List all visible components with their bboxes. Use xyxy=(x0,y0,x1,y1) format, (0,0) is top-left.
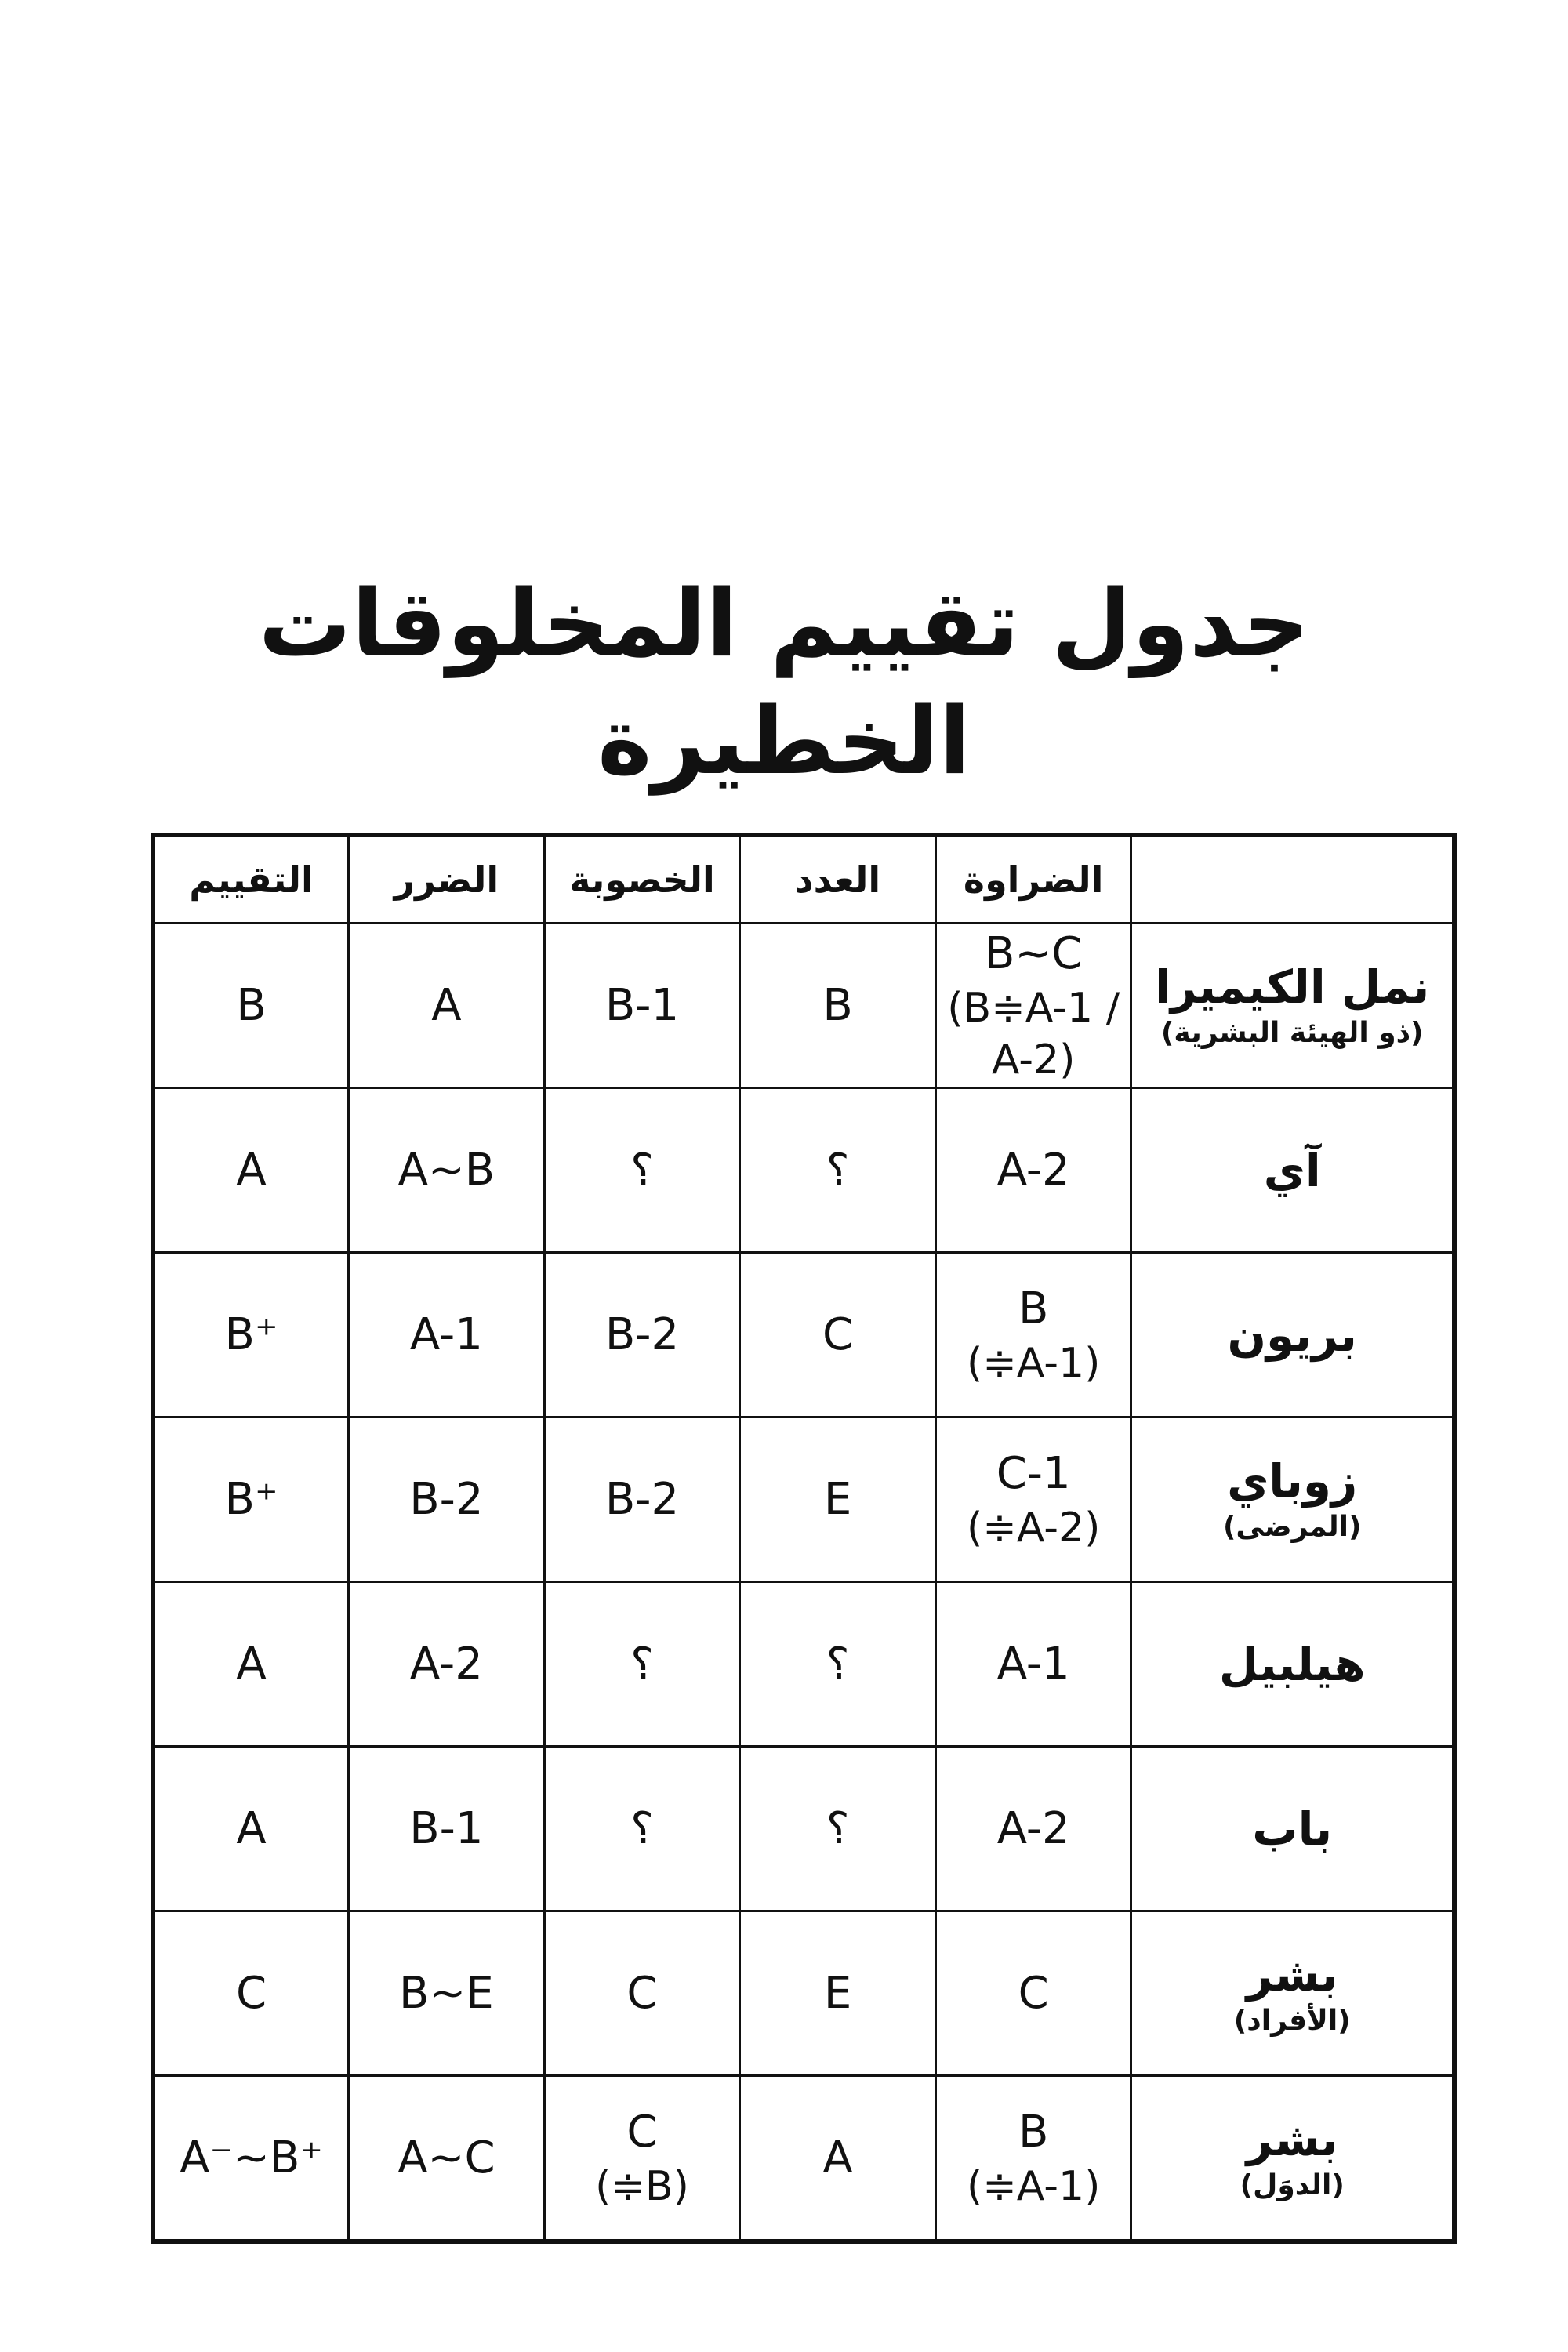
header-number: العدد xyxy=(740,835,936,924)
number-value: E xyxy=(823,1473,852,1525)
header-fertility: الخصوبة xyxy=(544,835,740,924)
number-value: ؟ xyxy=(826,1802,850,1854)
creature-name: آي xyxy=(1263,1143,1321,1197)
fertility-cell xyxy=(544,1582,740,1747)
creature-name: باب xyxy=(1252,1802,1333,1856)
harm-cell xyxy=(349,1747,545,1911)
fertility-value: ؟ xyxy=(630,1144,654,1196)
rating-cell xyxy=(153,1911,349,2076)
rating-value: C xyxy=(235,1967,267,2019)
rating-cell xyxy=(153,924,349,1088)
number-cell xyxy=(740,1253,936,1417)
ferocity-value: A-2 xyxy=(996,1144,1070,1196)
harm-cell xyxy=(349,2076,545,2242)
ferocity-cell xyxy=(935,1582,1131,1747)
creature-name-cell xyxy=(1131,1582,1454,1747)
hazard-rating-table xyxy=(151,833,1457,2244)
creature-name-cell xyxy=(1131,1253,1454,1417)
creature-name: نمل الكيميرا xyxy=(1155,960,1430,1014)
table-row xyxy=(153,1911,1454,2076)
table-row xyxy=(153,1253,1454,1417)
creature-name-cell xyxy=(1131,2076,1454,2242)
ferocity-cell xyxy=(935,1417,1131,1582)
table-row xyxy=(153,1417,1454,1582)
creature-subname: (الدوَل) xyxy=(1240,2169,1345,2201)
number-value: B xyxy=(822,979,853,1031)
ferocity-note: (≑A-1) xyxy=(966,2162,1101,2210)
fertility-value: B-1 xyxy=(604,979,680,1031)
ferocity-cell xyxy=(935,1747,1131,1911)
ferocity-cell xyxy=(935,924,1131,1088)
rating-value: A xyxy=(236,1802,267,1854)
number-cell xyxy=(740,1417,936,1582)
ferocity-value: C xyxy=(1018,1967,1049,2019)
rating-cell xyxy=(153,1582,349,1747)
creature-name: بشر xyxy=(1246,1947,1338,2002)
fertility-cell xyxy=(544,1911,740,2076)
number-value: C xyxy=(822,1308,854,1360)
ferocity-cell xyxy=(935,1088,1131,1253)
table-row xyxy=(153,1088,1454,1253)
fertility-value: C xyxy=(626,2106,658,2158)
number-cell xyxy=(740,924,936,1088)
creature-name: بريون xyxy=(1227,1308,1357,1362)
rating-cell xyxy=(153,1088,349,1253)
header-name xyxy=(1131,835,1454,924)
fertility-value: ؟ xyxy=(630,1638,654,1690)
ferocity-value: A-2 xyxy=(996,1802,1070,1854)
ferocity-note: (≑A-1) xyxy=(966,1339,1101,1387)
creature-name-cell xyxy=(1131,1911,1454,2076)
harm-value: A~B xyxy=(397,1144,495,1196)
creature-name-cell xyxy=(1131,1417,1454,1582)
creature-name: هيلبيل xyxy=(1218,1637,1366,1691)
fertility-cell xyxy=(544,1253,740,1417)
harm-cell xyxy=(349,1088,545,1253)
creature-name: بشر xyxy=(1246,2112,1338,2166)
number-cell xyxy=(740,1582,936,1747)
fertility-cell xyxy=(544,1088,740,1253)
number-cell xyxy=(740,1747,936,1911)
creature-name-cell xyxy=(1131,924,1454,1088)
table-row xyxy=(153,2076,1454,2242)
number-value: ؟ xyxy=(826,1144,850,1196)
table-row xyxy=(153,924,1454,1088)
ferocity-value: B xyxy=(1018,2106,1049,2158)
rating-cell xyxy=(153,1253,349,1417)
number-cell xyxy=(740,2076,936,2242)
ferocity-value: B xyxy=(1018,1283,1049,1334)
creature-subname: (ذو الهيئة البشرية) xyxy=(1160,1016,1424,1049)
rating-value: B⁺ xyxy=(224,1473,278,1525)
rating-value: A xyxy=(236,1144,267,1196)
harm-value: A-2 xyxy=(409,1638,483,1690)
fertility-cell xyxy=(544,2076,740,2242)
creature-subname: (الأفراد) xyxy=(1233,2004,1351,2037)
header-harm: الضرر xyxy=(349,835,545,924)
creature-subname: (المرضى) xyxy=(1222,1510,1362,1543)
rating-value: A xyxy=(236,1638,267,1690)
rating-cell xyxy=(153,1417,349,1582)
harm-value: B~E xyxy=(399,1967,494,2019)
fertility-cell xyxy=(544,1417,740,1582)
fertility-value: B-2 xyxy=(604,1473,680,1525)
page-title: جدول تقييم المخلوقات الخطيرة xyxy=(258,569,1310,795)
harm-cell xyxy=(349,924,545,1088)
ferocity-value: B~C xyxy=(984,927,1083,979)
ferocity-value: C-1 xyxy=(996,1447,1071,1499)
harm-cell xyxy=(349,1253,545,1417)
number-cell xyxy=(740,1088,936,1253)
ferocity-note: (≑A-2) xyxy=(966,1504,1101,1552)
creature-name-cell xyxy=(1131,1088,1454,1253)
header-ferocity: الضراوة xyxy=(935,835,1131,924)
number-cell xyxy=(740,1911,936,2076)
fertility-value: B-2 xyxy=(604,1308,680,1360)
harm-value: A-1 xyxy=(409,1308,483,1360)
ferocity-cell xyxy=(935,1911,1131,2076)
number-value: E xyxy=(823,1967,852,2019)
number-value: A xyxy=(822,2132,853,2183)
table-row xyxy=(153,1582,1454,1747)
harm-value: A~C xyxy=(397,2132,495,2183)
creature-name-cell xyxy=(1131,1747,1454,1911)
harm-value: B-2 xyxy=(409,1473,484,1525)
creature-name: زوباي xyxy=(1227,1454,1358,1508)
rating-cell xyxy=(153,2076,349,2242)
table-row xyxy=(153,1747,1454,1911)
fertility-value: C xyxy=(626,1967,658,2019)
ferocity-note: (B≑A-1 / A-2) xyxy=(947,984,1120,1083)
harm-cell xyxy=(349,1582,545,1747)
harm-value: A xyxy=(431,979,462,1031)
ferocity-value: A-1 xyxy=(996,1638,1070,1690)
rating-value: B xyxy=(236,979,267,1031)
rating-cell xyxy=(153,1747,349,1911)
ferocity-cell xyxy=(935,2076,1131,2242)
table-header-row xyxy=(153,835,1454,924)
fertility-cell xyxy=(544,924,740,1088)
fertility-value: ؟ xyxy=(630,1802,654,1854)
harm-cell xyxy=(349,1417,545,1582)
rating-value: A⁻~B⁺ xyxy=(180,2132,323,2183)
harm-value: B-1 xyxy=(409,1802,484,1854)
header-rating: التقييم xyxy=(153,835,349,924)
rating-value: B⁺ xyxy=(224,1308,278,1360)
number-value: ؟ xyxy=(826,1638,850,1690)
harm-cell xyxy=(349,1911,545,2076)
fertility-note: (≑B) xyxy=(595,2162,689,2210)
ferocity-cell xyxy=(935,1253,1131,1417)
fertility-cell xyxy=(544,1747,740,1911)
